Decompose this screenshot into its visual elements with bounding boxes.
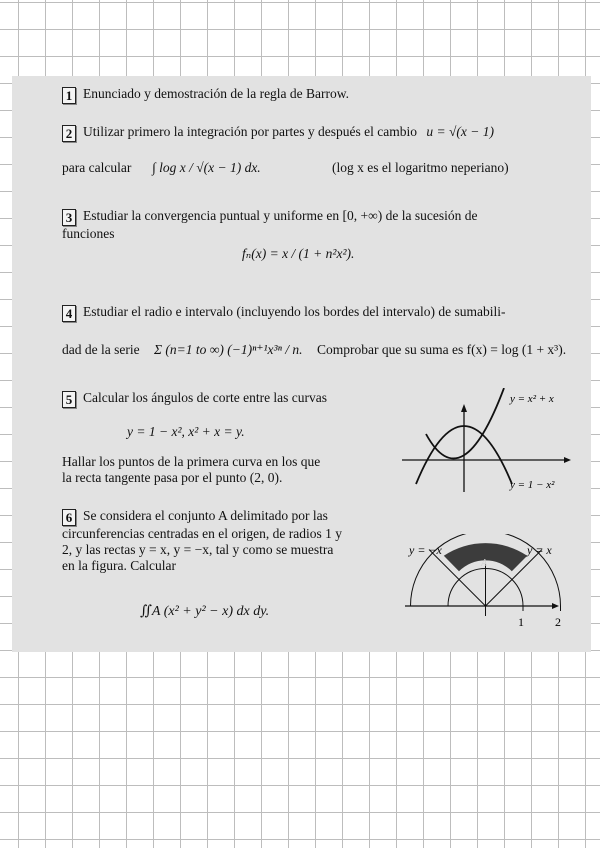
problem-text: Utilizar primero la integración por partes y después el cambio [83, 124, 418, 139]
problem-text: Hallar los puntos de la primera curva en los que [62, 454, 321, 469]
region-figure [397, 534, 587, 634]
problem-text: para calcular [62, 160, 132, 175]
problem-number: 2 [62, 125, 76, 142]
label-curve-lower: y = 1 − x² [510, 479, 555, 491]
problem-3-formula: fₙ(x) = x / (1 + n²x²). [242, 246, 355, 261]
problem-4 [62, 304, 592, 322]
problem-text: Comprobar que su suma es f(x) = log (1 + x³). [317, 342, 567, 357]
problem-text: dad de la serie [62, 342, 140, 357]
problem-3 [62, 208, 582, 242]
problem-text: Calcular los ángulos de corte entre las curvas [83, 390, 328, 405]
problem-5-continued [62, 454, 382, 486]
parabola-x-squared-plus-x [426, 388, 504, 458]
double-integral: ∬A (x² + y² − x) dx dy. [140, 604, 270, 619]
problem-5 [62, 390, 382, 408]
problem-text: Se considera el conjunto A delimitado por las [83, 508, 328, 523]
x-axis-arrow [552, 603, 559, 609]
problem-number: 6 [62, 509, 76, 526]
problem-text: 2, y las rectas y = x, y = −x, tal y como se muestra [62, 542, 334, 557]
problem-text: circunferencias centradas en el origen, de radios 1 y [62, 526, 342, 541]
problem-number: 3 [62, 209, 76, 226]
integral-expression: ∫ log x / √(x − 1) dx. [152, 160, 261, 175]
problem-note: (log x es el logaritmo neperiano) [332, 160, 509, 175]
problem-2-integral-line [62, 154, 582, 194]
label-line-y-minus-x: y = −x [409, 543, 442, 557]
problem-text: Enunciado y demostración de la regla de Barrow. [83, 86, 350, 101]
problem-number: 5 [62, 391, 76, 408]
problem-text: la recta tangente pasa por el punto (2, 0). [62, 470, 283, 485]
problem-number: 1 [62, 87, 76, 104]
problem-text: Estudiar la convergencia puntual y uniforme en [0, +∞) de la sucesión de [83, 208, 478, 223]
change-of-variable: u = √(x − 1) [426, 124, 495, 139]
label-region-A: A [481, 558, 488, 569]
y-axis-arrow [461, 404, 467, 412]
problem-number: 4 [62, 305, 76, 322]
curves-equations: y = 1 − x², x² + x = y. [127, 424, 245, 439]
problem-4-series-line [62, 332, 592, 372]
label-line-y-x: y = x [527, 543, 552, 557]
problem-2 [62, 124, 582, 142]
curves-figure [392, 388, 582, 498]
series-expression: Σ (n=1 to ∞) (−1)ⁿ⁺¹x³ⁿ / n. [154, 342, 303, 357]
problem-text: funciones [62, 226, 115, 241]
tick-label-2: 2 [555, 615, 561, 629]
tick-label-1: 1 [518, 615, 524, 629]
problem-1 [62, 86, 542, 104]
label-curve-upper: y = x² + x [510, 393, 554, 405]
problem-6 [62, 508, 380, 574]
x-axis-arrow [564, 457, 571, 463]
problem-text: Estudiar el radio e intervalo (incluyendo los bordes del intervalo) de sumabili- [83, 304, 506, 319]
problem-text: en la figura. Calcular [62, 558, 176, 573]
exam-sheet [12, 76, 591, 652]
